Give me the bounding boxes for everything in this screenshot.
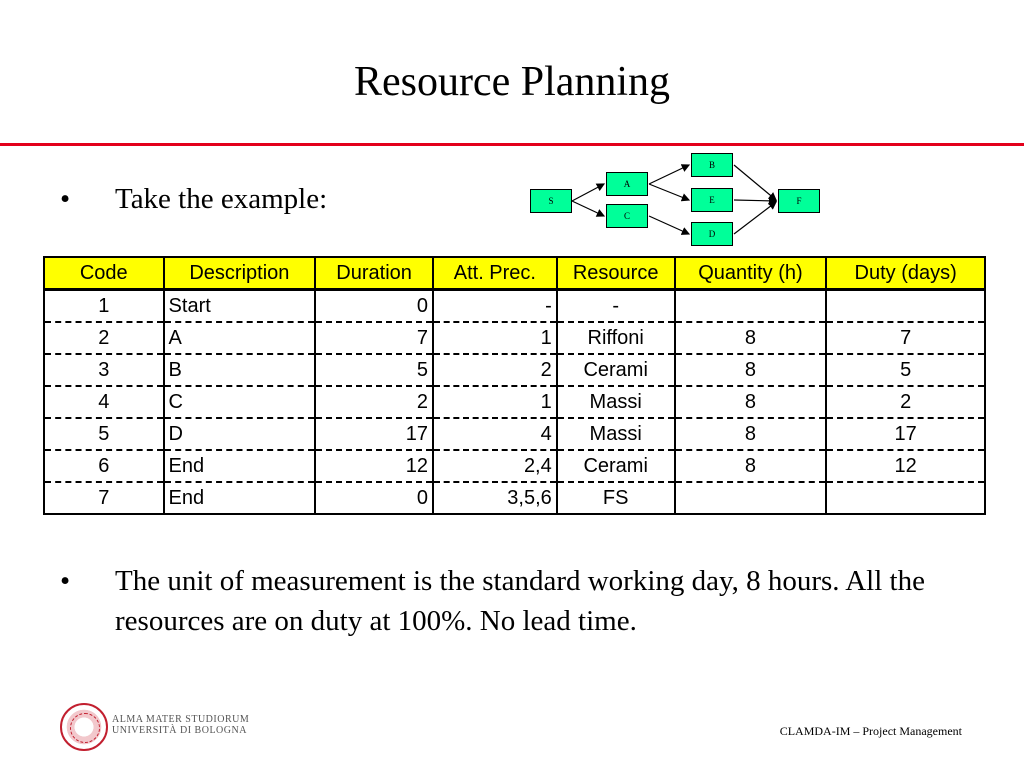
bullet-text: Take the example: [115, 183, 328, 215]
arrow-e-f [734, 200, 776, 201]
cell-resource: Massi [557, 418, 675, 450]
cell-att-prec: 3,5,6 [433, 482, 557, 514]
node-c: C [606, 204, 648, 228]
cell-duration: 0 [315, 482, 433, 514]
cell-resource: Massi [557, 386, 675, 418]
node-a: A [606, 172, 648, 196]
logo-line-2: UNIVERSITÀ DI BOLOGNA [112, 725, 247, 736]
cell-code: 6 [44, 450, 164, 482]
col-header-quantity: Quantity (h) [675, 257, 827, 290]
node-e: E [691, 188, 733, 212]
bullet-unit-of-measurement [60, 561, 1020, 641]
cell-quantity [675, 290, 827, 323]
cell-code: 2 [44, 322, 164, 354]
bullet-marker: • [60, 183, 71, 215]
cell-description: B [164, 354, 316, 386]
resource-table [43, 256, 986, 515]
arrow-s-a [572, 184, 604, 201]
bullet-marker: • [60, 565, 71, 597]
cell-duty [826, 290, 985, 323]
cell-resource: Cerami [557, 354, 675, 386]
university-seal-icon [60, 703, 108, 751]
arrow-b-f [734, 165, 776, 200]
cell-resource: Riffoni [557, 322, 675, 354]
cell-duty: 5 [826, 354, 985, 386]
slide-title: Resource Planning [353, 59, 671, 105]
cell-att-prec: 1 [433, 386, 557, 418]
cell-code: 7 [44, 482, 164, 514]
table-row [44, 386, 985, 418]
col-header-description: Description [164, 257, 316, 290]
cell-att-prec: 1 [433, 322, 557, 354]
cell-att-prec: - [433, 290, 557, 323]
cell-duty: 2 [826, 386, 985, 418]
university-logo [60, 703, 320, 753]
footer-text: CLAMDA-IM – Project Management [779, 724, 962, 738]
col-header-att-prec: Att. Prec. [433, 257, 557, 290]
cell-duty: 7 [826, 322, 985, 354]
cell-code: 3 [44, 354, 164, 386]
table-row [44, 322, 985, 354]
arrow-d-f [734, 202, 776, 234]
cell-att-prec: 4 [433, 418, 557, 450]
table-row [44, 418, 985, 450]
cell-duration: 5 [315, 354, 433, 386]
cell-att-prec: 2 [433, 354, 557, 386]
cell-quantity: 8 [675, 450, 827, 482]
cell-quantity: 8 [675, 354, 827, 386]
col-header-resource: Resource [557, 257, 675, 290]
cell-description: C [164, 386, 316, 418]
cell-duration: 7 [315, 322, 433, 354]
cell-code: 4 [44, 386, 164, 418]
table-header-row [44, 257, 985, 290]
cell-duty [826, 482, 985, 514]
cell-description: D [164, 418, 316, 450]
cell-duration: 0 [315, 290, 433, 323]
cell-description: End [164, 450, 316, 482]
cell-quantity: 8 [675, 322, 827, 354]
cell-description: A [164, 322, 316, 354]
arrow-a-e [649, 184, 689, 200]
table-row [44, 482, 985, 514]
cell-resource: - [557, 290, 675, 323]
arrow-s-c [572, 201, 604, 216]
col-header-code: Code [44, 257, 164, 290]
node-s: S [530, 189, 572, 213]
cell-duration: 12 [315, 450, 433, 482]
cell-att-prec: 2,4 [433, 450, 557, 482]
cell-quantity [675, 482, 827, 514]
cell-description: Start [164, 290, 316, 323]
cell-duty: 17 [826, 418, 985, 450]
title-divider [0, 143, 1024, 146]
cell-duty: 12 [826, 450, 985, 482]
node-b: B [691, 153, 733, 177]
cell-code: 1 [44, 290, 164, 323]
bullet-text: The unit of measurement is the standard working day, 8 hours. All the resources are on duty at 100%. No lead time. [115, 565, 925, 637]
col-header-duration: Duration [315, 257, 433, 290]
table-row [44, 450, 985, 482]
node-f: F [778, 189, 820, 213]
cell-quantity: 8 [675, 418, 827, 450]
table-row [44, 354, 985, 386]
bullet-take-example [60, 179, 460, 219]
cell-duration: 2 [315, 386, 433, 418]
cell-duration: 17 [315, 418, 433, 450]
cell-resource: Cerami [557, 450, 675, 482]
arrow-a-b [649, 165, 689, 184]
network-diagram [520, 148, 830, 253]
arrow-c-d [649, 216, 689, 234]
node-d: D [691, 222, 733, 246]
logo-wordmark [112, 714, 249, 736]
cell-code: 5 [44, 418, 164, 450]
logo-line-1: ALMA MATER STUDIORUM [112, 714, 250, 725]
cell-quantity: 8 [675, 386, 827, 418]
col-header-duty: Duty (days) [826, 257, 985, 290]
cell-description: End [164, 482, 316, 514]
cell-resource: FS [557, 482, 675, 514]
table-row [44, 290, 985, 323]
